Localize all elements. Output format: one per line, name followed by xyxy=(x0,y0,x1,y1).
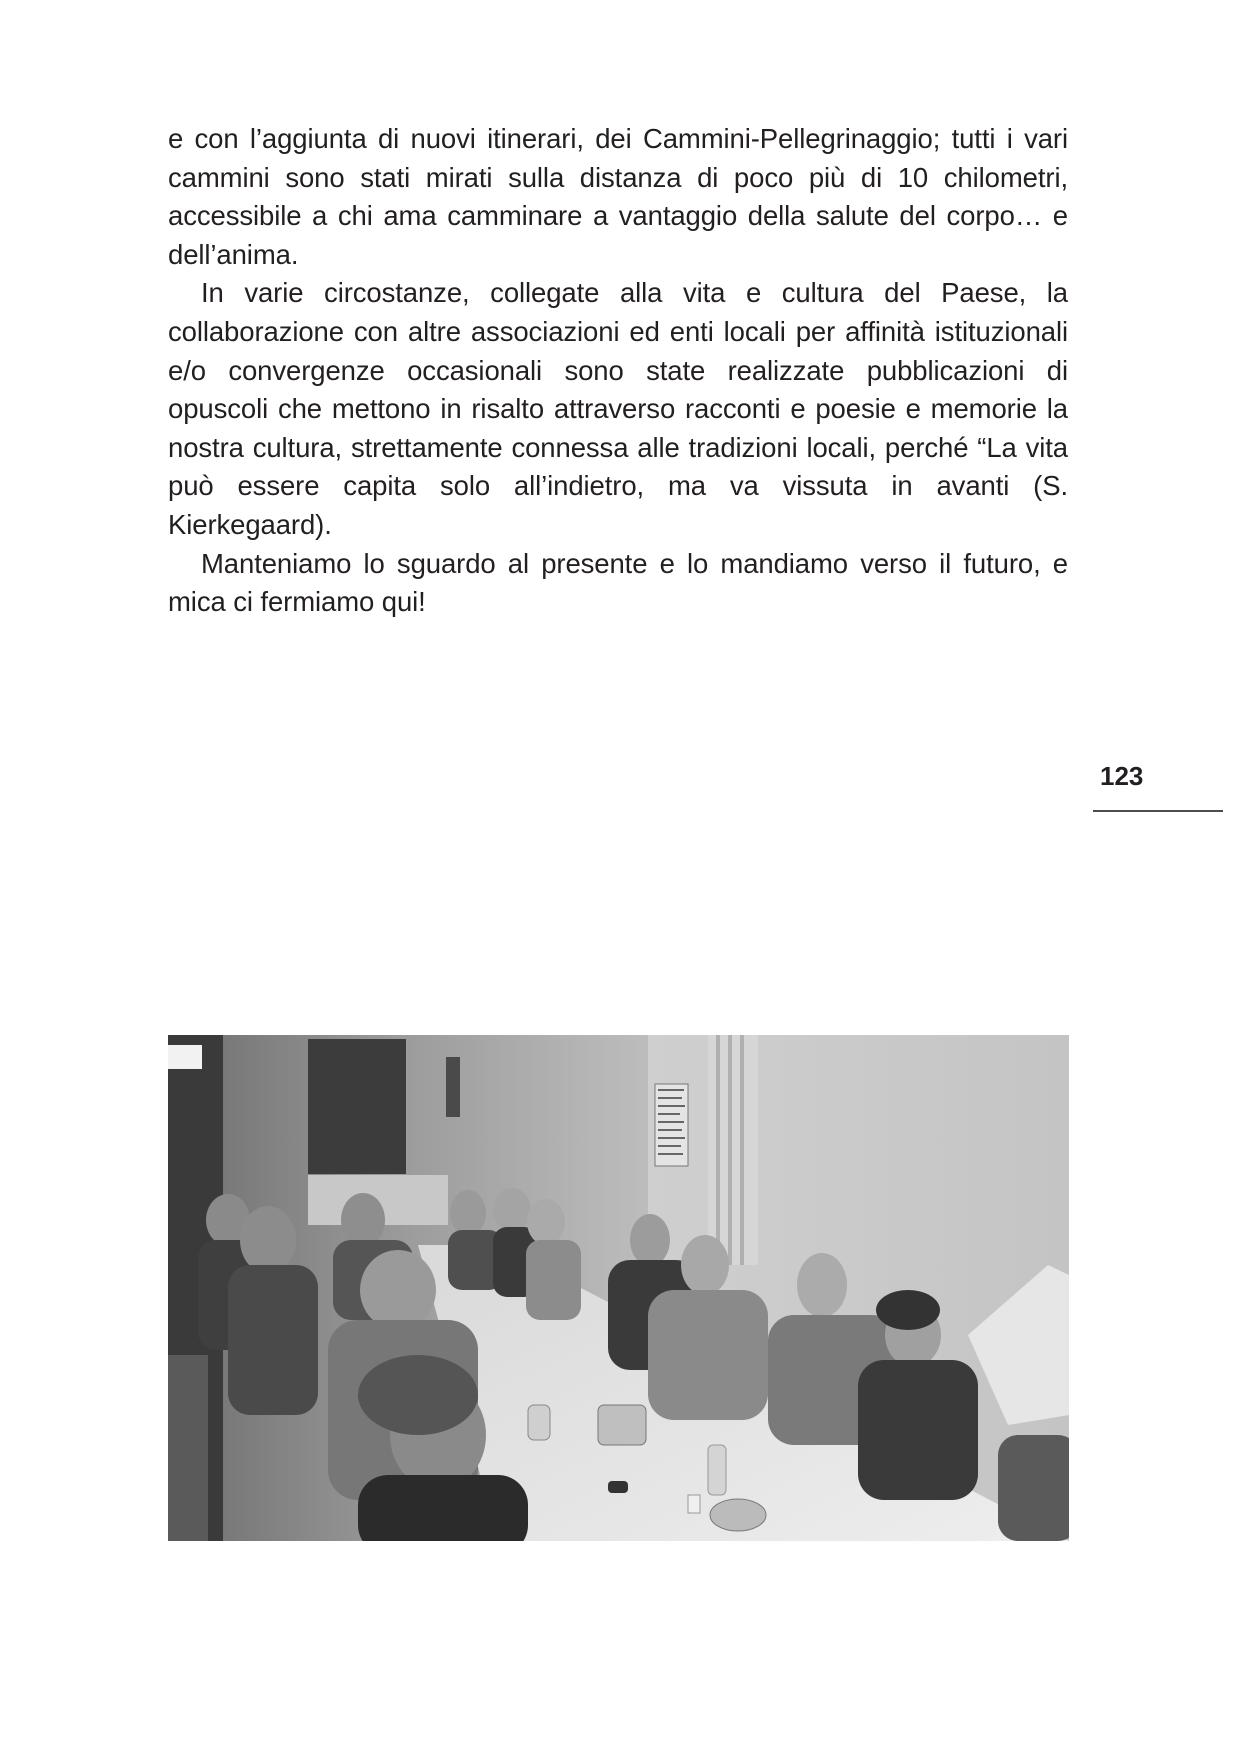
page-number: 123 xyxy=(1100,761,1144,791)
paragraph-3: Manteniamo lo sguardo al presente e lo mandiamo verso il futuro, e mica ci fermiamo qui! xyxy=(168,547,1068,618)
page-number-rule xyxy=(1093,810,1223,812)
group-dinner-photo xyxy=(168,1035,1069,1541)
body-text xyxy=(168,120,1068,622)
paragraph-1: e con l’aggiunta di nuovi itinerari, dei Cammini-Pellegrinaggio; tutti i vari cammini sono stati mirati sulla distanza di poco più di 10 chilometri, accessibile a chi ama camminare a vantaggio della salute del corpo… e dell’anima. xyxy=(168,123,1068,270)
paragraph-2: In varie circostanze, collegate alla vita e cultura del Paese, la collaborazione con altre associazioni ed enti locali per affinità istituzionali e/o convergenze occasionali sono state realizzate pubblicazioni di opuscoli che mettono in risalto attraverso racconti e poesie e memorie la nostra cultura, strettamente connessa alle tradizioni locali, perché “La vita può essere capita solo all’indietro, ma va vissuta in avanti (S. Kierkegaard). xyxy=(168,277,1068,540)
photo-illustration xyxy=(168,1035,1069,1541)
